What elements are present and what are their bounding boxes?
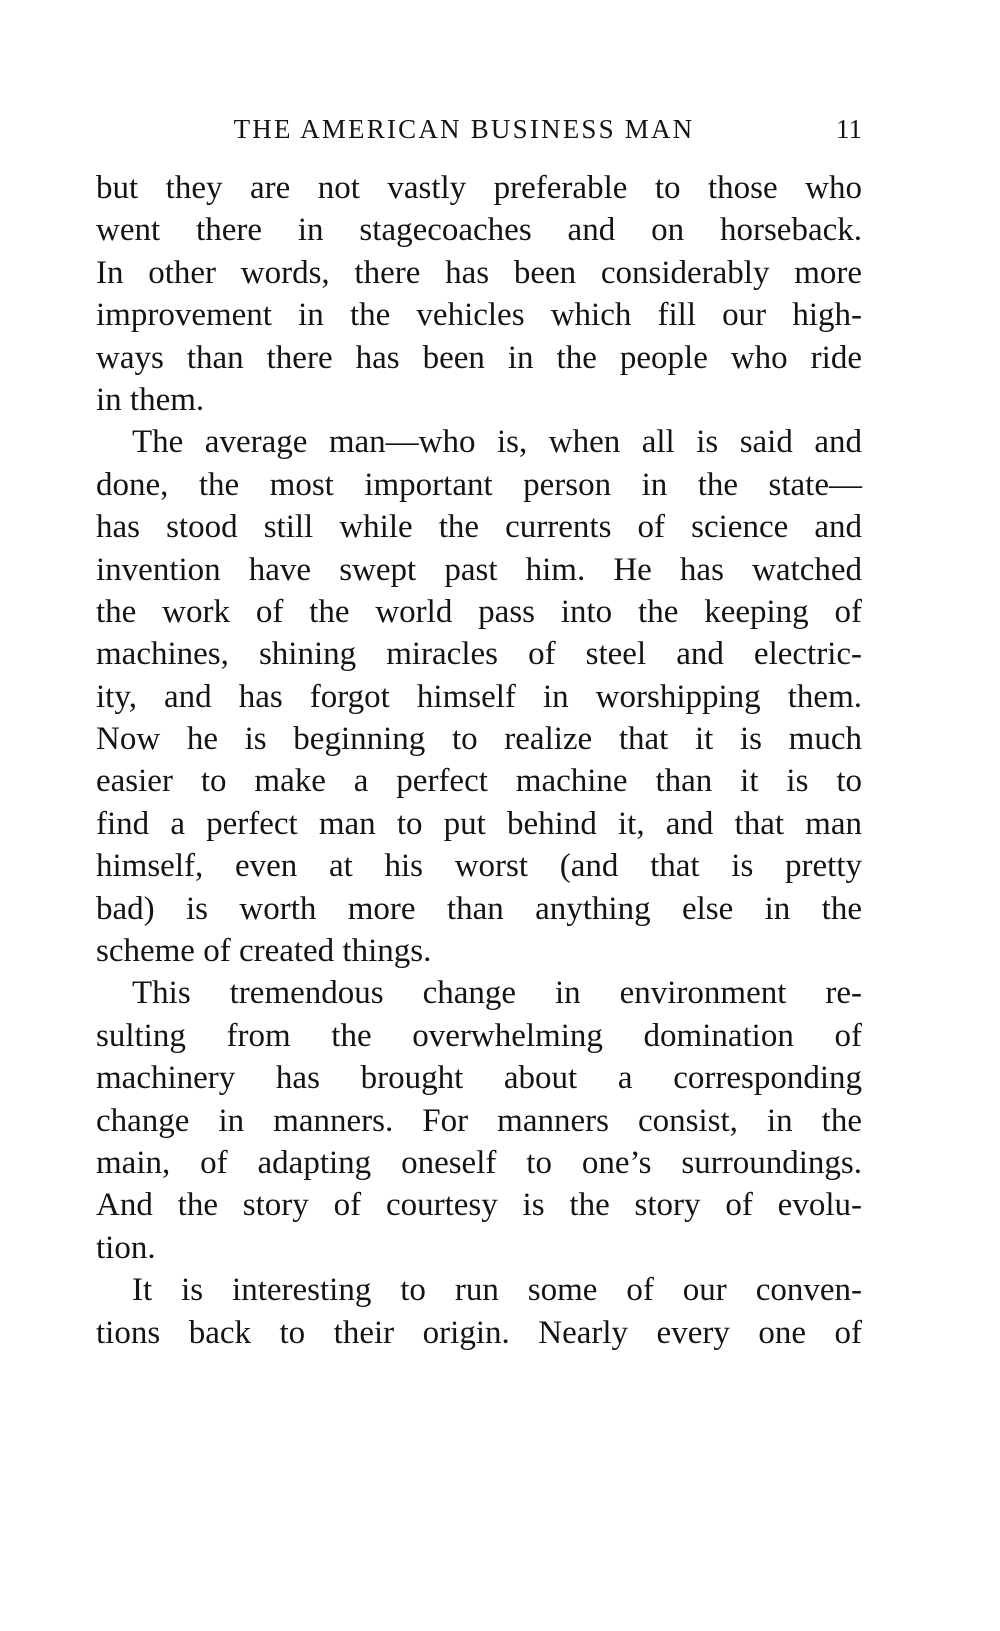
page-number: 11 bbox=[836, 114, 862, 144]
text-line: The average man—who is, when all is said and bbox=[132, 424, 862, 461]
text-line: has stood still while the currents of science and bbox=[96, 509, 862, 546]
text-line: It is interesting to run some of our conven- bbox=[132, 1272, 862, 1309]
running-head bbox=[96, 110, 862, 150]
text-line: And the story of courtesy is the story of evolu- bbox=[96, 1187, 862, 1224]
text-line: easier to make a perfect machine than it is to bbox=[96, 763, 862, 800]
text-line: improvement in the vehicles which fill our high- bbox=[96, 297, 862, 334]
text-line: tions back to their origin. Nearly every one of bbox=[96, 1314, 862, 1351]
text-line: ity, and has forgot himself in worshipping them. bbox=[96, 678, 862, 715]
text-line: himself, even at his worst (and that is pretty bbox=[96, 848, 862, 885]
text-line: In other words, there has been considerably more bbox=[96, 254, 862, 291]
body-text bbox=[96, 167, 862, 1354]
text-line: machinery has brought about a corresponding bbox=[96, 1060, 862, 1097]
text-line: tion. bbox=[96, 1229, 156, 1266]
text-line: machines, shining miracles of steel and electric- bbox=[96, 636, 862, 673]
text-line: ways than there has been in the people who ride bbox=[96, 339, 862, 376]
text-line: bad) is worth more than anything else in the bbox=[96, 890, 862, 927]
text-line: invention have swept past him. He has watched bbox=[96, 551, 862, 588]
text-line: but they are not vastly preferable to those who bbox=[96, 170, 862, 206]
text-line: the work of the world pass into the keeping of bbox=[96, 593, 862, 630]
text-line: Now he is beginning to realize that it is much bbox=[96, 721, 862, 758]
text-line: change in manners. For manners consist, in the bbox=[96, 1102, 862, 1139]
text-line: sulting from the overwhelming domination of bbox=[96, 1017, 862, 1054]
running-title: THE AMERICAN BUSINESS MAN bbox=[233, 114, 695, 144]
text-line: done, the most important person in the state— bbox=[96, 466, 862, 503]
text-line: in them. bbox=[96, 381, 205, 418]
text-line: went there in stagecoaches and on horseback. bbox=[96, 212, 862, 249]
text-line: find a perfect man to put behind it, and that man bbox=[96, 805, 862, 842]
text-line: main, of adapting oneself to one’s surroundings. bbox=[96, 1144, 862, 1181]
text-line: This tremendous change in environment re- bbox=[132, 975, 862, 1012]
text-line: scheme of created things. bbox=[96, 933, 432, 970]
